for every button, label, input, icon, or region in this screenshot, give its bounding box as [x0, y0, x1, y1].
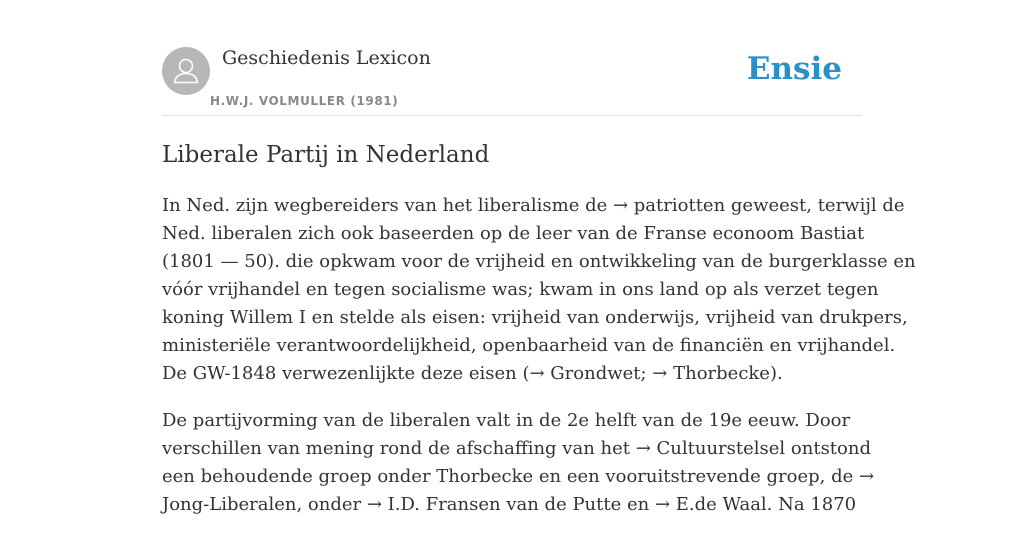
text-line: ministeriële verantwoordelijkheid, openbaarheid van de financiën en vrijhandel.: [162, 335, 896, 356]
text-line: Jong-Liberalen, onder → I.D. Fransen van de Putte en → E.de Waal. Na 1870: [162, 494, 857, 515]
author-credit: H.W.J. VOLMULLER (1981): [210, 94, 399, 108]
user-icon-graphic: [162, 47, 210, 95]
brand-logo[interactable]: Ensie: [746, 51, 842, 87]
text-line: een behoudende groep onder Thorbecke en een vooruitstrevende groep, de →: [162, 466, 875, 487]
article-body: [162, 192, 916, 538]
text-line: Ned. liberalen zich ook baseerden op de leer van de Franse econoom Bastiat: [162, 223, 865, 244]
text-line: vóór vrijhandel en tegen socialisme was; kwam in ons land op als verzet tegen: [162, 279, 879, 300]
text-line: De GW-1848 verwezenlijkte deze eisen (→ Grondwet; → Thorbecke).: [162, 363, 783, 384]
lexicon-title[interactable]: Geschiedenis Lexicon: [222, 47, 431, 69]
text-line: koning Willem I en stelde als eisen: vrijheid van onderwijs, vrijheid van drukpers,: [162, 307, 908, 328]
header: [162, 0, 862, 116]
article-card: [162, 0, 916, 515]
text-line: verschillen van mening rond de afschaffing van het → Cultuurstelsel ontstond: [162, 438, 871, 459]
paragraph: [162, 192, 916, 388]
text-line: (1801 — 50). die opkwam voor de vrijheid en ontwikkeling van de burgerklasse en: [162, 251, 916, 272]
user-icon[interactable]: [162, 47, 210, 95]
text-line: In Ned. zijn wegbereiders van het liberalisme de → patriotten geweest, terwijl de: [162, 195, 905, 216]
paragraph: [162, 407, 875, 519]
text-line: De partijvorming van de liberalen valt in de 2e helft van de 19e eeuw. Door: [162, 410, 851, 431]
article-title: Liberale Partij in Nederland: [162, 142, 490, 168]
